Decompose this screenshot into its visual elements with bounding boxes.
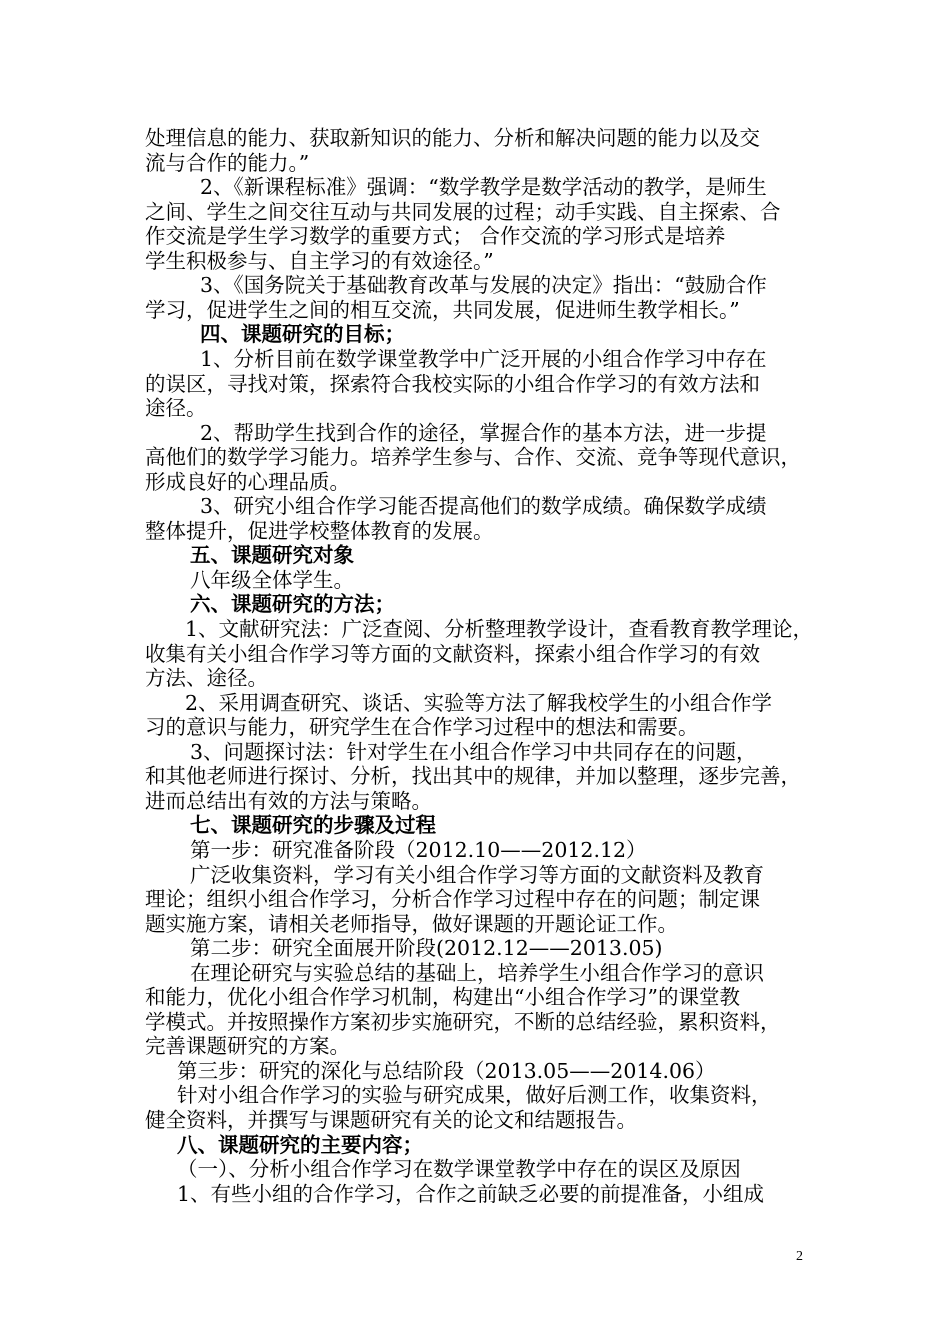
text-line: （一）、分析小组合作学习在数学课堂教学中存在的误区及原因 [177, 1157, 741, 1182]
text-line: 3、问题探讨法：针对学生在小组合作学习中共同存在的问题， [190, 739, 757, 764]
text-line: 流与合作的能力。” [145, 150, 310, 175]
section-heading: 六、课题研究的方法； [190, 592, 395, 617]
section-heading: 七、课题研究的步骤及过程 [190, 813, 436, 838]
text-line: 学生积极参与、自主学习的有效途径。” [145, 248, 494, 273]
text-line: 2、采用调查研究、谈话、实验等方法了解我校学生的小组合作学 [185, 690, 773, 715]
section-heading: 五、课题研究对象 [190, 543, 354, 568]
text-line: 之间、学生之间交往互动与共同发展的过程；动手实践、自主探索、合 [145, 199, 781, 224]
text-line: 题实施方案，请相关老师指导，做好课题的开题论证工作。 [145, 911, 678, 936]
text-line: 2、帮助学生找到合作的途径，掌握合作的基本方法，进一步提 [200, 420, 767, 445]
text-line: 1、文献研究法：广泛查阅、分析整理教学设计，查看教育教学理论， [185, 617, 814, 641]
text-line: 3、《国务院关于基础教育改革与发展的决定》指出：“鼓励合作 [200, 273, 767, 298]
text-line: 广泛收集资料，学习有关小组合作学习等方面的文献资料及教育 [190, 862, 764, 887]
text-line: 和其他老师进行探讨、分析，找出其中的规律，并加以整理，逐步完善， [145, 764, 801, 789]
text-line: 整体提升，促进学校整体教育的发展。 [145, 518, 494, 543]
text-line: 2、《新课程标准》强调：“数学教学是数学活动的教学，是师生 [200, 175, 767, 200]
text-line: 第三步：研究的深化与总结阶段（2013.05——2014.06） [177, 1058, 716, 1083]
text-line: 作交流是学生学习数学的重要方式； 合作交流的学习形式是培养 [145, 224, 726, 249]
text-line: 完善课题研究的方案。 [145, 1034, 350, 1059]
text-line: 进而总结出有效的方法与策略。 [145, 788, 432, 813]
text-line: 在理论研究与实验总结的基础上，培养学生小组合作学习的意识 [190, 960, 764, 985]
text-line: 习的意识与能力，研究学生在合作学习过程中的想法和需要。 [145, 715, 699, 740]
text-line: 的误区，寻找对策，探索符合我校实际的小组合作学习的有效方法和 [145, 371, 760, 396]
page-number: 2 [796, 1249, 803, 1264]
text-line: 途径。 [145, 396, 207, 421]
section-heading: 四、课题研究的目标； [200, 322, 405, 347]
text-line: 健全资料，并撰写与课题研究有关的论文和结题报告。 [145, 1108, 637, 1132]
text-line: 和能力，优化小组合作学习机制，构建出“小组合作学习”的课堂教 [145, 985, 740, 1010]
text-line: 方法、途径。 [145, 666, 268, 691]
section-heading: 八、课题研究的主要内容； [177, 1132, 423, 1157]
text-line: 1、有些小组的合作学习，合作之前缺乏必要的前提准备，小组成 [177, 1181, 765, 1206]
text-line: 3、研究小组合作学习能否提高他们的数学成绩。确保数学成绩 [200, 494, 767, 519]
text-line: 八年级全体学生。 [190, 567, 354, 592]
text-line: 形成良好的心理品质。 [145, 469, 350, 494]
text-line: 处理信息的能力、获取新知识的能力、分析和解决问题的能力以及交 [145, 126, 760, 150]
text-line: 学模式。并按照操作方案初步实施研究，不断的总结经验，累积资料， [145, 1009, 781, 1034]
text-line: 针对小组合作学习的实验与研究成果，做好后测工作，收集资料， [177, 1083, 772, 1108]
text-line: 高他们的数学学习能力。培养学生参与、合作、交流、竞争等现代意识， [145, 445, 801, 470]
text-line: 第一步：研究准备阶段（2012.10——2012.12） [190, 837, 647, 862]
text-line: 理论；组织小组合作学习，分析合作学习过程中存在的问题；制定课 [145, 887, 760, 912]
text-line: 第二步：研究全面展开阶段(2012.12——2013.05) [190, 936, 663, 961]
text-line: 1、分析目前在数学课堂教学中广泛开展的小组合作学习中存在 [200, 346, 767, 371]
text-line: 收集有关小组合作学习等方面的文献资料，探索小组合作学习的有效 [145, 641, 760, 666]
text-line: 学习，促进学生之间的相互交流，共同发展，促进师生教学相长。” [145, 297, 740, 322]
